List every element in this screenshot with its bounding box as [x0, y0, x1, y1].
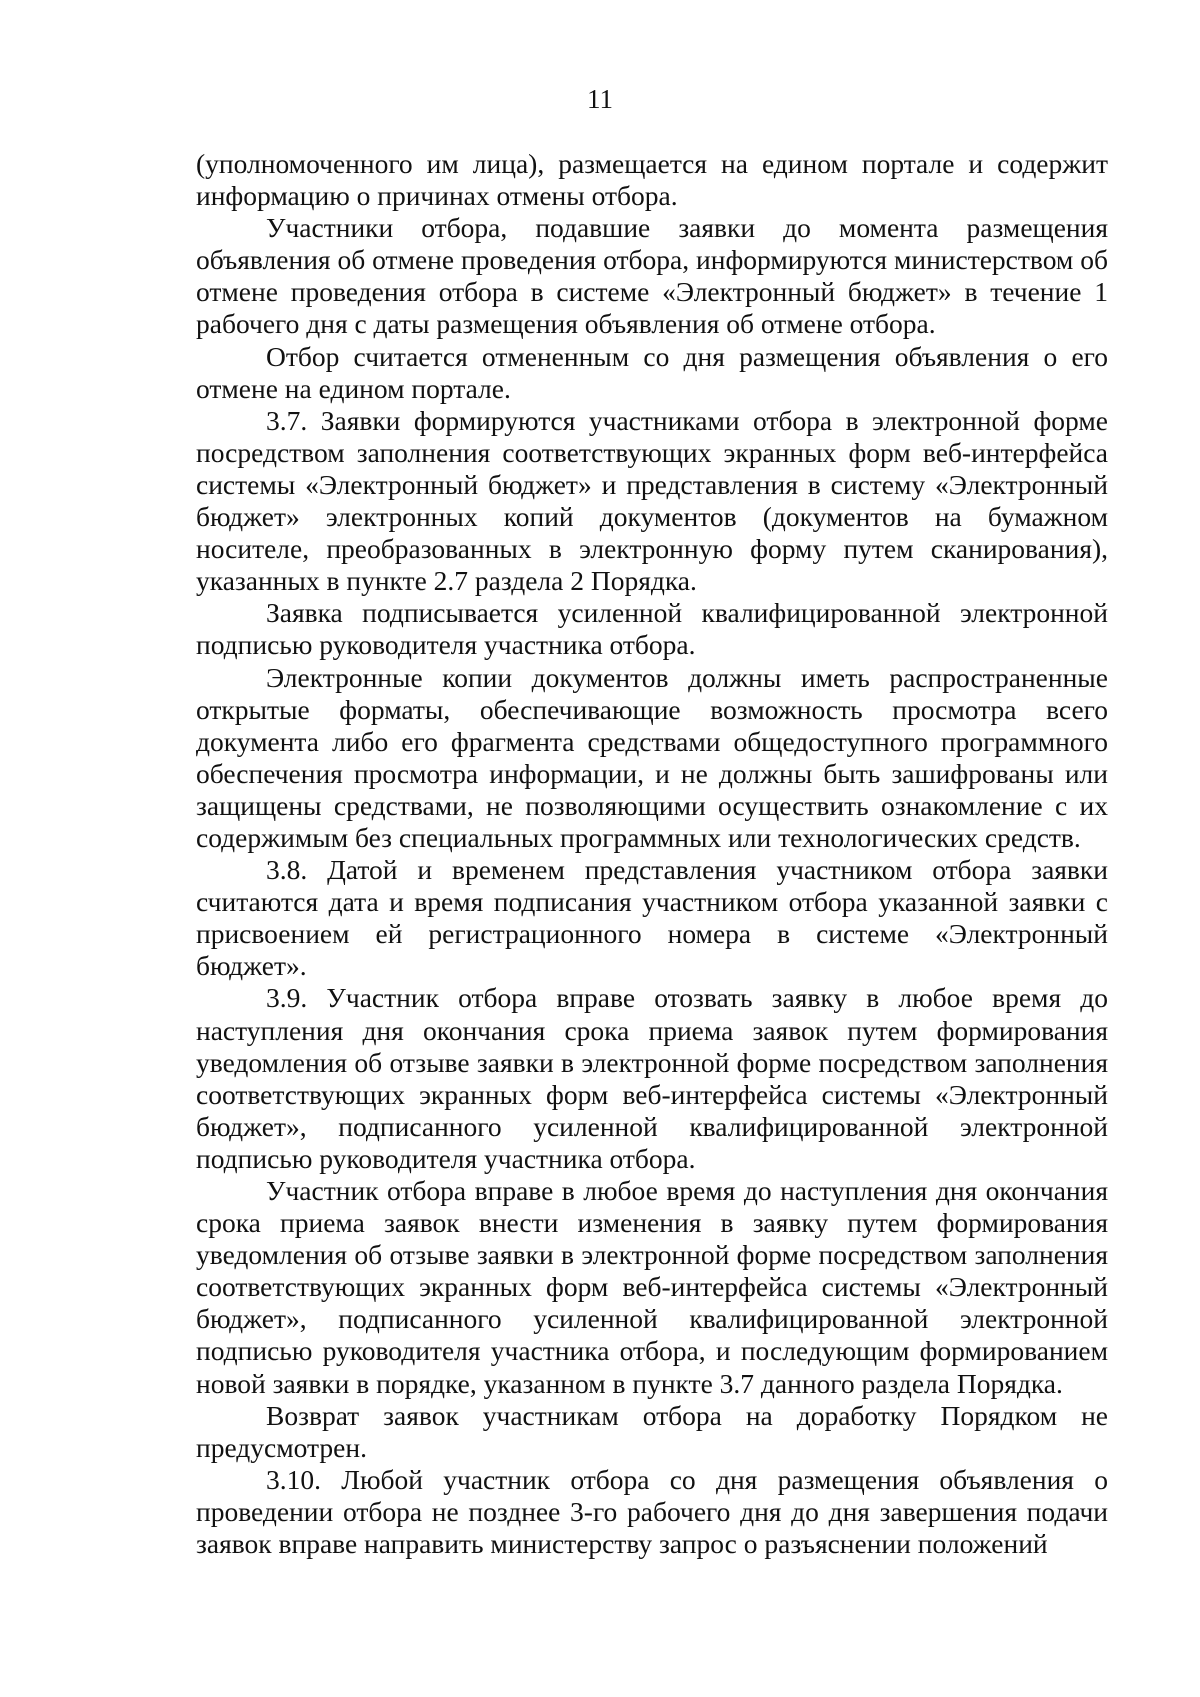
- paragraph-clause-3-10: 3.10. Любой участник отбора со дня размещения объявления о проведении отбора не позднее 3-го рабочего дня до дня завершения подачи заявок вправе направить министерству запрос о разъяснении положений: [196, 1463, 1108, 1560]
- paragraph: Заявка подписывается усиленной квалифицированной электронной подписью руководителя участника отбора.: [196, 597, 1108, 661]
- paragraph: Участники отбора, подавшие заявки до момента размещения объявления об отмене проведения отбора, информируются министерством об отмене проведения отбора в системе «Электронный бюджет» в течение 1 рабочего дня с даты размещения объявления об отмене отбора.: [196, 212, 1108, 340]
- paragraph: Участник отбора вправе в любое время до наступления дня окончания срока приема заявок внести изменения в заявку путем формирования уведомления об отзыве заявки в электронной форме посредством заполнения соответствующих экранных форм веб-интерфейса системы «Электронный бюджет», подписанного усиленной квалифицированной электронной подписью руководителя участника отбора, и последующим формированием новой заявки в порядке, указанном в пункте 3.7 данного раздела Порядка.: [196, 1175, 1108, 1399]
- document-body: [196, 148, 1108, 1560]
- paragraph-clause-3-8: 3.8. Датой и временем представления участником отбора заявки считаются дата и время подписания участником отбора указанной заявки с присвоением ей регистрационного номера в системе «Электронный бюджет».: [196, 854, 1108, 982]
- paragraph: Возврат заявок участникам отбора на доработку Порядком не предусмотрен.: [196, 1399, 1108, 1463]
- paragraph: Электронные копии документов должны иметь распространенные открытые форматы, обеспечивающие возможность просмотра всего документа либо его фрагмента средствами общедоступного программного обеспечения просмотра информации, и не должны быть зашифрованы или защищены средствами, не позволяющими осуществить ознакомление с их содержимым без специальных программных или технологических средств.: [196, 661, 1108, 853]
- paragraph-continuation: (уполномоченного им лица), размещается на едином портале и содержит информацию о причинах отмены отбора.: [196, 148, 1108, 212]
- paragraph: Отбор считается отмененным со дня размещения объявления о его отмене на едином портале.: [196, 340, 1108, 404]
- paragraph-clause-3-7: 3.7. Заявки формируются участниками отбора в электронной форме посредством заполнения соответствующих экранных форм веб-интерфейса системы «Электронный бюджет» и представления в систему «Электронный бюджет» электронных копий документов (документов на бумажном носителе, преобразованных в электронную форму путем сканирования), указанных в пункте 2.7 раздела 2 Порядка.: [196, 404, 1108, 597]
- paragraph-clause-3-9: 3.9. Участник отбора вправе отозвать заявку в любое время до наступления дня окончания срока приема заявок путем формирования уведомления об отзыве заявки в электронной форме посредством заполнения соответствующих экранных форм веб-интерфейса системы «Электронный бюджет», подписанного усиленной квалифицированной электронной подписью руководителя участника отбора.: [196, 982, 1108, 1174]
- page-number: 11: [587, 84, 613, 114]
